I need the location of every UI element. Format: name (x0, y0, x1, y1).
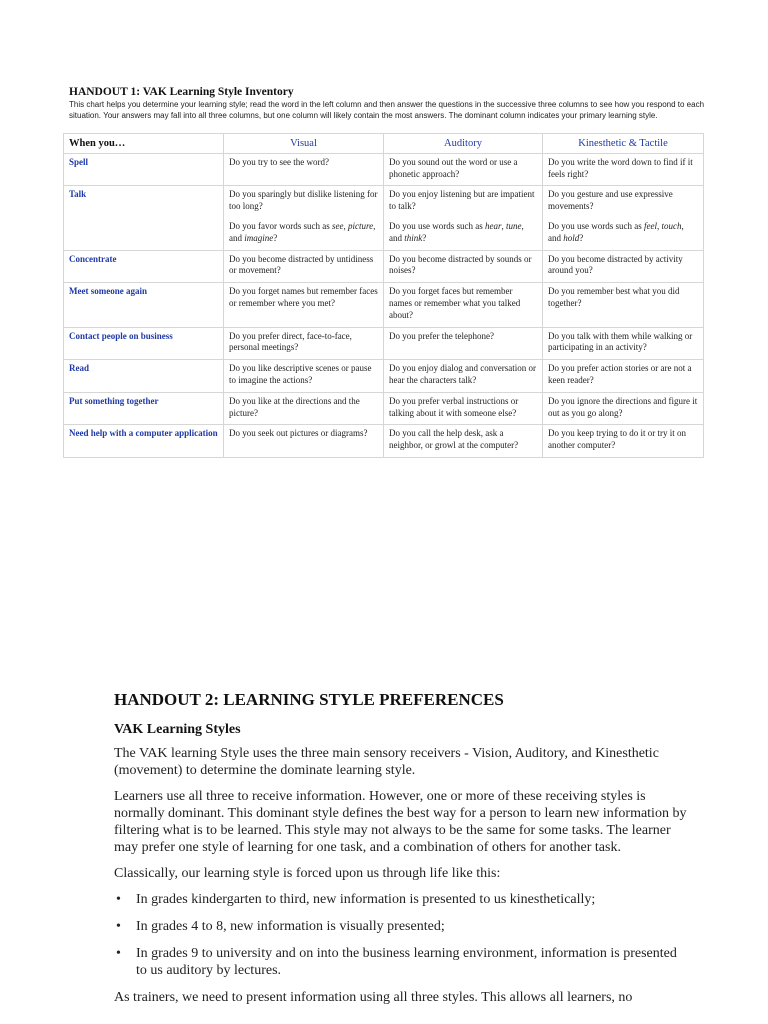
handout2-title: HANDOUT 2: LEARNING STYLE PREFERENCES (114, 690, 504, 709)
visual-cell: Do you try to see the word? (224, 153, 384, 186)
auditory-words-question: Do you use words such as hear, tune, and think? (389, 220, 524, 243)
auditory-cell: Do you enjoy dialog and conversation or hear the characters talk? (384, 360, 543, 393)
auditory-cell: Do you sound out the word or use a phonetic approach? (384, 153, 543, 186)
kinesthetic-cell: Do you talk with them while walking or participating in an activity? (543, 327, 704, 360)
visual-question: Do you sparingly but dislike listening for too long? (229, 189, 378, 212)
header-visual: Visual (224, 134, 384, 154)
visual-cell: Do you seek out pictures or diagrams? (224, 425, 384, 458)
situation-cell: Concentrate (64, 250, 224, 283)
auditory-question: Do you enjoy listening but are impatient to talk? (389, 189, 535, 212)
situation-cell: Talk (64, 186, 224, 250)
situation-cell: Spell (64, 153, 224, 186)
visual-cell: Do you prefer direct, face-to-face, personal meetings? (224, 327, 384, 360)
situation-cell: Contact people on business (64, 327, 224, 360)
kinesthetic-question: Do you gesture and use expressive movements? (548, 189, 673, 212)
header-when-you: When you… (64, 134, 224, 154)
kinesthetic-cell (543, 186, 704, 250)
kinesthetic-cell: Do you keep trying to do it or try it on another computer? (543, 425, 704, 458)
kinesthetic-cell: Do you prefer action stories or are not a keen reader? (543, 360, 704, 393)
situation-cell: Need help with a computer application (64, 425, 224, 458)
visual-cell: Do you become distracted by untidiness or movement? (224, 250, 384, 283)
bullet-list (114, 891, 690, 979)
handout2-body (114, 745, 690, 1015)
auditory-cell: Do you prefer the telephone? (384, 327, 543, 360)
table-header-row (64, 134, 704, 154)
list-item: • In grades 4 to 8, new information is visually presented; (116, 919, 445, 934)
table-row (64, 425, 704, 458)
visual-cell: Do you forget names but remember faces or remember where you met? (224, 283, 384, 327)
table-row (64, 327, 704, 360)
list-item: • In grades kindergarten to third, new information is presented to us kinesthetically; (116, 892, 596, 907)
auditory-cell: Do you forget faces but remember names or remember what you talked about? (384, 283, 543, 327)
kinesthetic-words-question: Do you use words such as feel, touch, and hold? (548, 220, 684, 243)
kinesthetic-cell: Do you ignore the directions and figure it out as you go along? (543, 392, 704, 425)
auditory-cell: Do you prefer verbal instructions or talking about it with someone else? (384, 392, 543, 425)
table-row (64, 250, 704, 283)
table-row (64, 283, 704, 327)
header-kinesthetic: Kinesthetic & Tactile (543, 134, 704, 154)
kinesthetic-cell: Do you write the word down to find if it feels right? (543, 153, 704, 186)
table-row (64, 392, 704, 425)
header-auditory: Auditory (384, 134, 543, 154)
handout1-intro: This chart helps you determine your learning style; read the word in the left column and then answer the questions in the successive three columns to see how you respond to each situation. Your answers may fall into all three columns, but one column will likely contain the most answers. The dominant column indicates your primary learning style. (69, 100, 705, 120)
situation-cell: Read (64, 360, 224, 393)
auditory-cell: Do you call the help desk, ask a neighbor, or growl at the computer? (384, 425, 543, 458)
situation-cell: Meet someone again (64, 283, 224, 327)
situation-cell: Put something together (64, 392, 224, 425)
paragraph: Classically, our learning style is forced upon us through life like this: (114, 866, 501, 881)
visual-cell: Do you like at the directions and the picture? (224, 392, 384, 425)
visual-cell (224, 186, 384, 250)
kinesthetic-cell: Do you become distracted by activity around you? (543, 250, 704, 283)
list-item: • In grades 9 to university and on into the business learning environment, information is presented to us auditory by lectures. (116, 946, 677, 978)
bullet-icon: • (116, 946, 121, 961)
handout1-title: HANDOUT 1: VAK Learning Style Inventory (69, 86, 294, 98)
visual-cell: Do you like descriptive scenes or pause to imagine the actions? (224, 360, 384, 393)
paragraph: Learners use all three to receive information. However, one or more of these receiving styles is normally dominant. This dominant style defines the best way for a person to learn new information by filtering what is to be learned. This style may not always to be the same for some tasks. The learner may prefer one style of learning for one task, and a combination of others for another task. (114, 789, 687, 855)
bullet-icon: • (116, 892, 121, 907)
closing-paragraph: As trainers, we need to present information using all three styles. This allows all learners, no (114, 990, 633, 1005)
table-row (64, 186, 704, 250)
table-row (64, 360, 704, 393)
handout2-subtitle: VAK Learning Styles (114, 722, 241, 737)
auditory-cell: Do you become distracted by sounds or noises? (384, 250, 543, 283)
paragraph: The VAK learning Style uses the three main sensory receivers - Vision, Auditory, and Kinesthetic (movement) to determine the dominate learning style. (114, 746, 659, 778)
bullet-icon: • (116, 919, 121, 934)
table-row (64, 153, 704, 186)
visual-words-question: Do you favor words such as see, picture, and imagine? (229, 220, 376, 243)
kinesthetic-cell: Do you remember best what you did together? (543, 283, 704, 327)
auditory-cell (384, 186, 543, 250)
vak-inventory-table (63, 133, 704, 458)
